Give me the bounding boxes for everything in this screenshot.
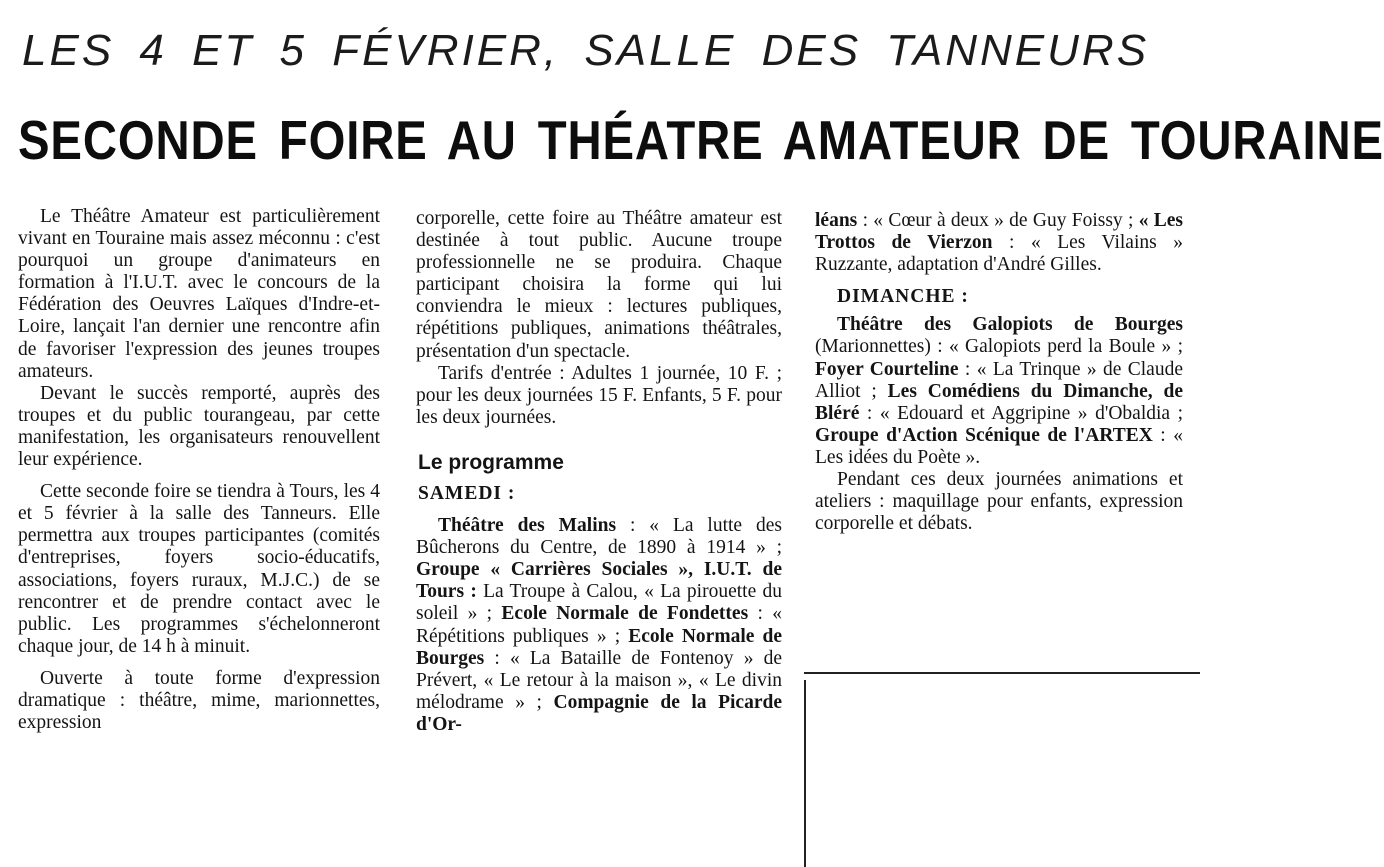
troupe-name: Les Comédiens du Dimanche, de Bléré <box>815 380 1183 424</box>
troupe-name: Groupe d'Action Scénique de l'ARTEX <box>815 424 1153 446</box>
paragraph: Tarifs d'entrée : Adultes 1 journée, 10 F. ; pour les deux journées 15 F. Enfants, 5 F. pour les deux journées. <box>416 362 782 428</box>
saturday-programme <box>416 515 782 736</box>
troupe-name: Théâtre des Galopiots de Bourges <box>837 314 1183 336</box>
saturday-programme-continued <box>815 210 1183 276</box>
paragraph: Le Théâtre Amateur est particulièrement vivant en Touraine mais assez méconnu : c'est pourquoi un groupe d'animateurs en formation à l'I.U.T. avec le concours de la Fédération des Oeuvres Laïques d'Indre-et-Loire, lançait l'an dernier une rencontre afin de favoriser l'expression des jeunes troupes amateurs. <box>18 206 380 382</box>
programme-heading: Le programme <box>418 450 564 474</box>
saturday-heading: SAMEDI : <box>418 482 516 504</box>
troupe-name: Théâtre des Malins <box>438 515 617 537</box>
vertical-rule <box>804 680 806 867</box>
troupe-name: Foyer Courteline <box>815 358 959 380</box>
paragraph: Ouverte à toute forme d'expression dramatique : théâtre, mime, marionnettes, expression <box>18 667 380 734</box>
troupe-name: Groupe « Carrières Sociales », I.U.T. de Tours : <box>416 559 782 603</box>
article-column-2 <box>416 208 782 736</box>
troupe-details: : « Répétitions publiques » ; <box>416 603 782 647</box>
closing-paragraph: Pendant ces deux journées animations et ateliers : maquillage pour enfants, expression corporelle et débats. <box>815 469 1183 535</box>
sunday-programme <box>815 314 1183 469</box>
troupe-details: : « Les Vilains » Ruzzante, adaptation d'André Gilles. <box>815 232 1183 276</box>
sunday-heading: DIMANCHE : <box>837 286 969 308</box>
article-column-3 <box>815 210 1183 535</box>
troupe-details: : « La Trinque » de Claude Alliot ; <box>815 358 1183 402</box>
paragraph: Devant le succès remporté, auprès des troupes et du public tourangeau, par cette manifestation, les organisateurs renouvellent leur expérience. <box>18 382 380 471</box>
troupe-details: (Marionnettes) : « Galopiots perd la Boule » ; <box>815 336 1183 358</box>
horizontal-rule <box>804 672 1200 674</box>
article-kicker: LES 4 ET 5 FÉVRIER, SALLE DES TANNEURS <box>22 26 1150 75</box>
troupe-details: : « Les idées du Poète ». <box>815 424 1183 468</box>
article-headline: SECONDE FOIRE AU THÉATRE AMATEUR DE TOURAINE <box>18 109 1384 171</box>
troupe-name: léans <box>815 210 858 231</box>
paragraph: Cette seconde foire se tiendra à Tours, les 4 et 5 février à la salle des Tanneurs. Elle permettra aux troupes participantes (comités d'entreprises, foyers socio-éducatifs, associations, foyers ruraux, M.J.C.) de se rencontrer et de prendre contact avec le public. Les programmes s'échelonneront chaque jour, de 14 h à minuit. <box>18 481 380 657</box>
troupe-details: : « La Bataille de Fontenoy » de Prévert, « Le retour à la maison », « Le divin mélodrame » ; <box>416 647 782 713</box>
paragraph: corporelle, cette foire au Théâtre amateur est destinée à tout public. Aucune troupe professionnelle ne se produira. Chaque participant choisira la forme qui lui conviendra le mieux : lectures publiques, répétitions publiques, animations théâtrales, présentation d'un spectacle. <box>416 208 782 362</box>
troupe-name: Ecole Normale de Fondettes <box>501 603 749 625</box>
troupe-details: : « Edouard et Aggripine » d'Obaldia ; <box>859 402 1183 424</box>
troupe-details: : « La lutte des Bûcherons du Centre, de 1890 à 1914 » ; <box>416 515 782 559</box>
troupe-details: La Troupe à Calou, « La pirouette du soleil » ; <box>416 581 782 625</box>
article-column-1 <box>18 206 380 734</box>
troupe-details: : « Cœur à deux » de Guy Foissy ; <box>857 210 1139 231</box>
troupe-name: « Les Trottos de Vierzon <box>815 210 1184 254</box>
troupe-name: Ecole Normale de Bourges <box>416 625 782 669</box>
troupe-name: Compagnie de la Picarde d'Or- <box>416 691 782 735</box>
